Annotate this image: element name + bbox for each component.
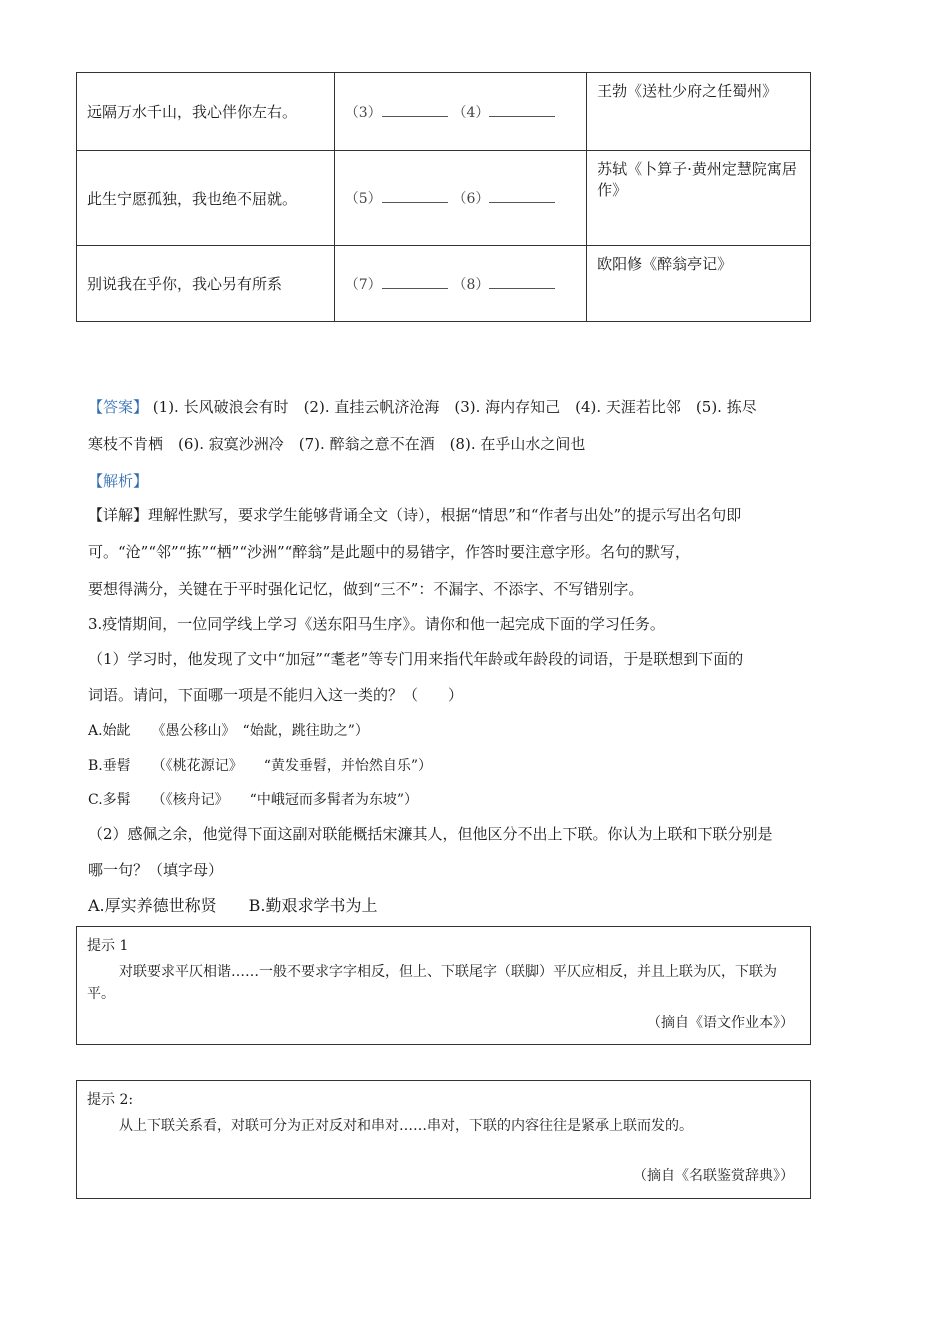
- meaning-cell: 远隔万水千山，我心伴你左右。: [77, 73, 335, 151]
- answer-blank[interactable]: [489, 276, 555, 289]
- answer-blank[interactable]: [382, 190, 448, 203]
- answer-blank[interactable]: [382, 104, 448, 117]
- analysis-tag: 【解析】: [88, 472, 149, 490]
- hint-title: 提示 1: [87, 938, 129, 954]
- table-row: [77, 246, 811, 322]
- blank-number: （4）: [452, 104, 490, 121]
- question-stem: 3.疫情期间，一位同学线上学习《送东阳马生序》。请你和他一起完成下面的学习任务。: [88, 615, 665, 633]
- hint-box-1: [76, 926, 811, 1045]
- option-c: C.多髯 （《核舟记》 “中峨冠而多髯者为东坡”）: [88, 792, 418, 808]
- couplet-options: A.厚实养德世称贤 B.勤艰求学书为上: [88, 896, 378, 915]
- blank-cell: [334, 246, 586, 322]
- table-row: [77, 73, 811, 151]
- answer-blank[interactable]: [489, 190, 555, 203]
- answer-blank[interactable]: [489, 104, 555, 117]
- hint-reference: （摘自《名联鉴赏辞典》）: [633, 1168, 794, 1184]
- answer-line: [88, 396, 757, 417]
- table-row: [77, 151, 811, 246]
- blank-number: （3）: [344, 104, 382, 121]
- hint-box-2: [76, 1080, 811, 1199]
- detail-tag: 【详解】: [88, 506, 149, 524]
- blank-number: （7）: [344, 276, 382, 293]
- answer-text: (1). 长风破浪会有时 (2). 直挂云帆济沧海 (3). 海内存知己 (4). 天涯若比邻 (5). 拣尽: [152, 398, 757, 416]
- source-cell: 王勃《送杜少府之任蜀州》: [587, 73, 811, 151]
- hint-text: 对联要求平仄相谐……一般不要求字字相反，但上、下联尾字（联脚）平仄应相反，并且上联为仄，下联为平。: [87, 964, 777, 1002]
- blank-cell: [334, 151, 586, 246]
- meaning-cell: 别说我在乎你，我心另有所系: [77, 246, 335, 322]
- option-b: B.垂髫 （《桃花源记》 “黄发垂髫，并怡然自乐”）: [88, 758, 433, 774]
- blank-number: （6）: [452, 191, 490, 207]
- question-line: 哪一句？（填字母）: [88, 861, 224, 879]
- option-a: A.始龀 《愚公移山》 “始龀，跳往助之”）: [88, 723, 369, 739]
- poem-table: [76, 72, 811, 322]
- hint-text: 从上下联关系看，对联可分为正对反对和串对……串对，下联的内容往往是紧承上联而发的。: [119, 1118, 693, 1134]
- answer-tag: 【答案】: [88, 398, 149, 416]
- blank-number: （5）: [344, 191, 382, 207]
- analysis-line: 要想得满分，关键在于平时强化记忆，做到“三不”：不漏字、不添字、不写错别字。: [88, 580, 644, 598]
- blank-number: （8）: [452, 276, 490, 293]
- analysis-text: 理解性默写，要求学生能够背诵全文（诗），根据“情思”和“作者与出处”的提示写出名句即: [148, 506, 742, 524]
- hint-reference: （摘自《语文作业本》）: [647, 1015, 794, 1031]
- question-line: （2）感佩之余，他觉得下面这副对联能概括宋濂其人，但他区分不出上下联。你认为上联和下联分别是: [88, 825, 773, 843]
- hint-title: 提示 2:: [87, 1092, 134, 1108]
- analysis-line: 可。“沧”“邻”“拣”“栖”“沙洲”“醉翁”是此题中的易错字，作答时要注意字形。名句的默写，: [88, 543, 691, 561]
- blank-cell: [334, 73, 586, 151]
- question-line: （1）学习时，他发现了文中“加冠”“耄老”等专门用来指代年龄或年龄段的词语，于是联想到下面的: [88, 650, 744, 668]
- source-cell: 欧阳修《醉翁亭记》: [587, 246, 811, 322]
- meaning-cell: 此生宁愿孤独，我也绝不屈就。: [77, 151, 335, 246]
- answer-line: 寒枝不肯栖 (6). 寂寞沙洲冷 (7). 醉翁之意不在酒 (8). 在乎山水之间也: [88, 435, 586, 453]
- source-cell: 苏轼《卜算子·黄州定慧院寓居作》: [587, 151, 811, 246]
- analysis-line: [88, 504, 741, 525]
- answer-blank[interactable]: [382, 276, 448, 289]
- question-line: 词语。请问，下面哪一项是不能归入这一类的？（ ）: [88, 686, 464, 704]
